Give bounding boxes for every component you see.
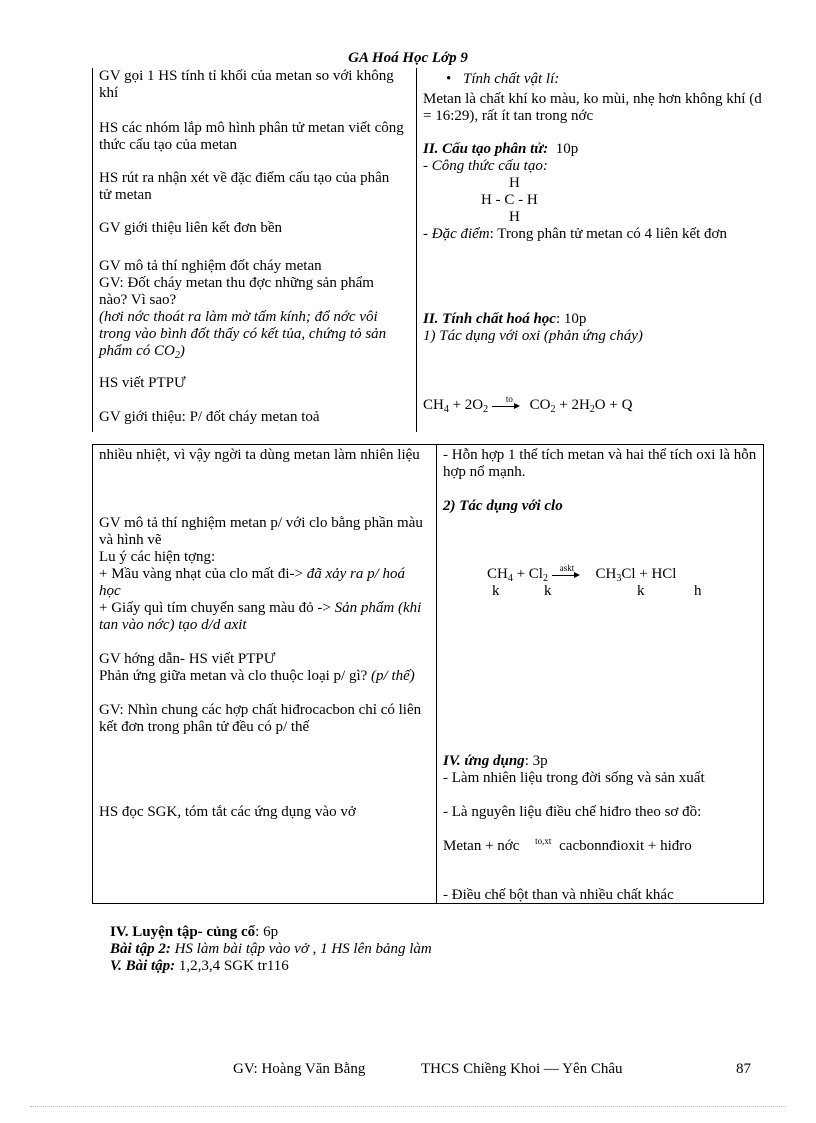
bai-tap-line: V. Bài tập: 1,2,3,4 SGK tr116 bbox=[110, 958, 289, 974]
gv-nhin-chung-text: GV: Nhìn chung các hợp chất hiđrocacbon chỉ có liên kết đơn trong phân tử đều có p/ thế bbox=[99, 702, 422, 735]
dac-diem-text: - Đặc điểm: Trong phân tử metan có 4 liên kết đơn bbox=[423, 226, 727, 242]
state-k1: k bbox=[492, 583, 500, 599]
equation-oxi: $CH_4 + 2O_2$ to $CO_2 + 2H_2O + Q$ bbox=[423, 394, 633, 415]
table-1-divider bbox=[416, 68, 417, 432]
gv-lien-ket-text: GV giới thiệu liên kết đơn bền bbox=[99, 220, 283, 236]
nhien-lieu-text: - Làm nhiên liệu trong đời sống và sản xuất bbox=[443, 770, 705, 786]
luyen-tap-heading: IV. Luyện tập- củng cố: 6p bbox=[110, 924, 279, 940]
formula-h-c-h: H - C - H bbox=[481, 192, 538, 208]
hs-viet-text: HS viết PTPƯ bbox=[99, 375, 186, 391]
section-cau-tao-heading: II. Cấu tạo phân tử: 10p bbox=[423, 141, 579, 157]
mau-vang-text: + Mầu vàng nhạt của clo mất đi-> đã xảy ra p/ hoá học bbox=[99, 566, 406, 599]
phan-ung-text: Phản ứng giữa metan và clo thuộc loại p/ gì? (p/ thế) bbox=[99, 668, 415, 684]
bai-tap-2-line: Bài tập 2: HS làm bài tập vào vở , 1 HS lên bảng làm bbox=[110, 941, 432, 957]
bullet-icon: • bbox=[446, 71, 452, 87]
footer-school: THCS Chiềng Khoi — Yên Châu bbox=[421, 1061, 623, 1077]
gv-mota-text: GV mô tả thí nghiệm đốt cháy metan bbox=[99, 258, 322, 274]
tinh-chat-vat-li: • Tính chất vật lí: bbox=[446, 71, 560, 87]
gv-mota-clo-text: GV mô tả thí nghiệm metan p/ với clo bằng phần màu và hình vẽ bbox=[99, 515, 423, 548]
hs-rut-text: HS rút ra nhận xét về đặc điểm cấu tạo của phân tử metan bbox=[99, 170, 390, 203]
reaction-arrow-icon bbox=[492, 401, 520, 411]
section-ung-dung-heading: IV. ứng dụng: 3p bbox=[443, 753, 548, 769]
tac-dung-clo-heading: 2) Tác dụng với clo bbox=[443, 498, 563, 514]
hoi-nuoc-note: (hơi nớc thoát ra làm mờ tấm kính; đổ nớc vôi trong vào bình đốt thấy có kết tủa, chứng tỏ sản phẩm có $CO_2$) bbox=[99, 309, 387, 361]
metan-khi-text: Metan là chất khí ko màu, ko mùi, nhẹ hơn không khí (d = 16:29), rất ít tan trong nớc bbox=[423, 91, 762, 124]
state-k3: k bbox=[637, 583, 645, 599]
page-title: GA Hoá Học Lớp 9 bbox=[348, 50, 468, 66]
gv-huong-dan-text: GV hớng dẫn- HS viết PTPƯ bbox=[99, 651, 276, 667]
reaction-arrow-icon bbox=[552, 570, 580, 580]
footer-page-number: 87 bbox=[736, 1061, 751, 1077]
equation-clo: $CH_4 + Cl_2$ askt $CH_3Cl$ + HCl bbox=[487, 563, 677, 584]
tac-dung-oxi: 1) Tác dụng với oxi (phản ứng cháy) bbox=[423, 328, 643, 344]
gv-dot-chay-text: GV: Đốt cháy metan thu đợc những sản phẩm nào? Vì sao? bbox=[99, 275, 374, 308]
hs-doc-sgk-text: HS đọc SGK, tóm tắt các ứng dụng vào vở bbox=[99, 804, 356, 820]
footer-author: GV: Hoàng Văn Bằng bbox=[233, 1061, 366, 1077]
state-h1: h bbox=[694, 583, 702, 599]
luu-y-text: Lu ý các hiện tợng: bbox=[99, 549, 216, 565]
gv-goi-text: GV gọi 1 HS tính tỉ khối của metan so với không khí bbox=[99, 68, 394, 101]
nhieu-nhiet-text: nhiều nhiệt, vì vậy ngời ta dùng metan làm nhiên liệu bbox=[99, 447, 420, 463]
gv-gioi-thieu-text: GV giới thiệu: P/ đốt cháy metan toả bbox=[99, 409, 320, 425]
table-2-divider bbox=[436, 444, 437, 904]
formula-h-bottom: H bbox=[509, 209, 520, 225]
nguyen-lieu-text: - Là nguyên liệu điều chế hiđro theo sơ đồ: bbox=[443, 804, 702, 820]
metan-nuoc-scheme: Metan + nớc $^{to,xt}$ cacbonnđioxit + hiđro bbox=[443, 836, 692, 854]
giay-qui-text: + Giấy quì tím chuyển sang màu đỏ -> Sản phẩm (khi tan vào nớc) tạo d/d axit bbox=[99, 600, 422, 633]
bot-than-text: - Điều chế bột than và nhiều chất khác bbox=[443, 887, 674, 903]
hs-nhom-text: HS các nhóm lắp mô hình phân tử metan viết công thức cấu tạo của metan bbox=[99, 120, 404, 153]
cong-thuc-label: - Công thức cấu tạo: bbox=[423, 158, 548, 174]
section-tinh-chat-hoa-hoc: II. Tính chất hoá học: 10p bbox=[423, 311, 587, 327]
formula-h-top: H bbox=[509, 175, 520, 191]
footer-divider bbox=[30, 1106, 786, 1107]
hon-hop-text: - Hỗn hợp 1 thể tích metan và hai thể tích oxi là hỗn hợp nổ mạnh. bbox=[443, 447, 757, 480]
state-k2: k bbox=[544, 583, 552, 599]
